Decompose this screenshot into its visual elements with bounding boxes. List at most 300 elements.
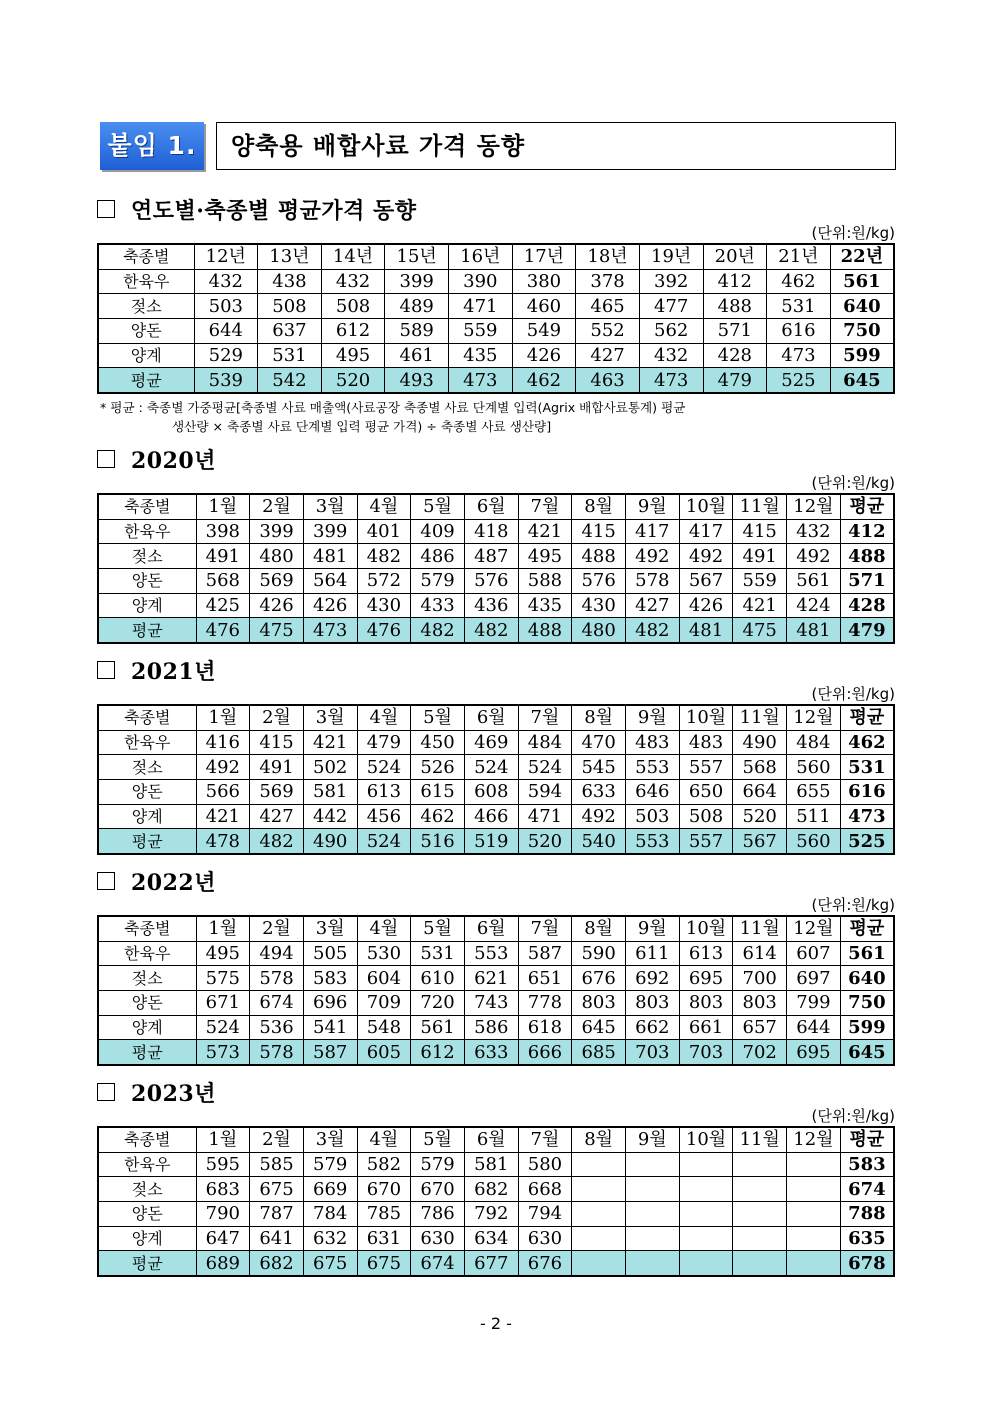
table-cell: 650 xyxy=(679,780,733,805)
table-cell: 545 xyxy=(572,755,626,780)
table-cell: 588 xyxy=(518,569,572,594)
table-cell: 611 xyxy=(626,941,680,966)
table-cell: 566 xyxy=(196,780,250,805)
table-cell: 471 xyxy=(449,294,513,319)
header-cell: 1월 xyxy=(196,494,250,519)
table-cell: 743 xyxy=(464,991,518,1016)
table-cell: 605 xyxy=(357,1040,411,1065)
table-cell: 524 xyxy=(518,755,572,780)
table-row xyxy=(98,991,894,1016)
table-cell: 531 xyxy=(411,941,465,966)
row-label: 젖소 xyxy=(98,544,196,569)
table-cell: 469 xyxy=(464,730,518,755)
table-cell: 616 xyxy=(840,780,894,805)
table-cell xyxy=(572,1226,626,1251)
checkbox-icon xyxy=(97,200,115,218)
table-cell: 490 xyxy=(303,829,357,854)
table-cell: 524 xyxy=(464,755,518,780)
table-row xyxy=(98,1152,894,1177)
table-cell: 531 xyxy=(840,755,894,780)
table-cell: 481 xyxy=(787,618,841,643)
table-cell: 590 xyxy=(572,941,626,966)
header-cell-label: 축종별 xyxy=(98,244,194,269)
header-cell-label: 축종별 xyxy=(98,916,196,941)
checkbox-icon xyxy=(97,872,115,890)
header-cell: 12년 xyxy=(194,244,258,269)
unit-label: (단위:원/kg) xyxy=(811,474,895,492)
table-cell: 415 xyxy=(733,519,787,544)
row-label: 양돈 xyxy=(98,569,196,594)
row-label: 양계 xyxy=(98,1015,196,1040)
table-cell: 640 xyxy=(830,294,894,319)
table-cell xyxy=(572,1202,626,1227)
table-cell: 465 xyxy=(576,294,640,319)
table-cell: 475 xyxy=(250,618,304,643)
table-cell: 505 xyxy=(303,941,357,966)
table-cell xyxy=(679,1226,733,1251)
table-cell: 435 xyxy=(449,343,513,368)
row-label: 젖소 xyxy=(98,1177,196,1202)
table-cell: 689 xyxy=(196,1251,250,1276)
header-cell: 9월 xyxy=(626,916,680,941)
section-2020 xyxy=(97,446,897,644)
table-cell: 450 xyxy=(411,730,465,755)
table-cell: 415 xyxy=(250,730,304,755)
header-cell: 2월 xyxy=(250,916,304,941)
table-cell: 682 xyxy=(464,1177,518,1202)
checkbox-icon xyxy=(97,450,115,468)
table-cell: 657 xyxy=(733,1015,787,1040)
table-cell: 489 xyxy=(385,294,449,319)
table-cell: 585 xyxy=(250,1152,304,1177)
table-cell: 557 xyxy=(679,755,733,780)
header-cell: 6월 xyxy=(464,705,518,730)
table-cell: 520 xyxy=(321,368,385,393)
table-cell: 703 xyxy=(679,1040,733,1065)
header-cell: 21년 xyxy=(767,244,831,269)
table-cell: 502 xyxy=(303,755,357,780)
table-cell: 670 xyxy=(357,1177,411,1202)
section-2021 xyxy=(97,657,897,855)
table-cell: 462 xyxy=(411,804,465,829)
table-cell: 662 xyxy=(626,1015,680,1040)
table-cell xyxy=(733,1152,787,1177)
table-cell: 583 xyxy=(840,1152,894,1177)
table-cell: 492 xyxy=(787,544,841,569)
table-cell: 567 xyxy=(679,569,733,594)
table-cell: 378 xyxy=(576,269,640,294)
table-cell: 524 xyxy=(357,755,411,780)
table-cell: 803 xyxy=(572,991,626,1016)
table-cell: 595 xyxy=(196,1152,250,1177)
price-table xyxy=(97,243,895,394)
header-cell: 12월 xyxy=(787,705,841,730)
table-cell xyxy=(733,1226,787,1251)
table-cell: 508 xyxy=(321,294,385,319)
table-cell: 519 xyxy=(464,829,518,854)
table-row xyxy=(98,1040,894,1065)
table-cell: 575 xyxy=(196,966,250,991)
table-cell: 552 xyxy=(576,319,640,344)
table-cell: 426 xyxy=(679,593,733,618)
table-cell: 482 xyxy=(464,618,518,643)
row-label: 평균 xyxy=(98,829,196,854)
header-cell: 9월 xyxy=(626,494,680,519)
table-cell: 462 xyxy=(840,730,894,755)
table-row xyxy=(98,966,894,991)
table-cell: 671 xyxy=(196,991,250,1016)
table-cell: 425 xyxy=(196,593,250,618)
table-cell: 531 xyxy=(767,294,831,319)
table-cell: 421 xyxy=(733,593,787,618)
table-row xyxy=(98,1226,894,1251)
row-label: 양돈 xyxy=(98,1202,196,1227)
header-cell: 12월 xyxy=(787,1127,841,1152)
table-cell: 417 xyxy=(626,519,680,544)
header-cell: 22년 xyxy=(830,244,894,269)
table-cell: 664 xyxy=(733,780,787,805)
table-cell: 562 xyxy=(639,319,703,344)
table-cell: 557 xyxy=(679,829,733,854)
table-cell: 567 xyxy=(733,829,787,854)
price-table xyxy=(97,1126,895,1277)
header-cell: 6월 xyxy=(464,1127,518,1152)
row-label: 양계 xyxy=(98,804,196,829)
table-cell xyxy=(626,1251,680,1276)
row-label: 젖소 xyxy=(98,755,196,780)
table-cell: 529 xyxy=(194,343,258,368)
table-cell: 412 xyxy=(840,519,894,544)
table-cell: 427 xyxy=(576,343,640,368)
table-cell: 787 xyxy=(250,1202,304,1227)
table-cell: 421 xyxy=(196,804,250,829)
title-row xyxy=(100,122,898,172)
table-cell: 491 xyxy=(250,755,304,780)
table-cell: 645 xyxy=(840,1040,894,1065)
table-cell: 481 xyxy=(303,544,357,569)
table-cell: 482 xyxy=(411,618,465,643)
header-cell: 10월 xyxy=(679,1127,733,1152)
table-cell: 634 xyxy=(464,1226,518,1251)
table-cell: 488 xyxy=(703,294,767,319)
row-label: 평균 xyxy=(98,368,194,393)
table-cell: 524 xyxy=(196,1015,250,1040)
header-cell: 18년 xyxy=(576,244,640,269)
table-cell: 412 xyxy=(703,269,767,294)
table-cell: 578 xyxy=(250,966,304,991)
header-cell: 3월 xyxy=(303,705,357,730)
table-cell: 614 xyxy=(733,941,787,966)
table-row xyxy=(98,755,894,780)
table-cell: 697 xyxy=(787,966,841,991)
header-cell: 11월 xyxy=(733,705,787,730)
table-cell: 525 xyxy=(767,368,831,393)
table-cell xyxy=(679,1251,733,1276)
section-heading xyxy=(97,196,897,222)
table-cell: 668 xyxy=(518,1177,572,1202)
header-cell: 12월 xyxy=(787,916,841,941)
header-cell: 4월 xyxy=(357,1127,411,1152)
table-cell: 494 xyxy=(250,941,304,966)
table-cell: 548 xyxy=(357,1015,411,1040)
table-cell: 675 xyxy=(357,1251,411,1276)
table-cell: 399 xyxy=(250,519,304,544)
header-cell: 8월 xyxy=(572,916,626,941)
table-cell: 495 xyxy=(321,343,385,368)
table-cell: 612 xyxy=(411,1040,465,1065)
row-label: 한육우 xyxy=(98,269,194,294)
table-cell xyxy=(787,1152,841,1177)
table-cell: 640 xyxy=(840,966,894,991)
header-cell: 10월 xyxy=(679,494,733,519)
row-label: 젖소 xyxy=(98,966,196,991)
table-cell: 470 xyxy=(572,730,626,755)
table-cell: 421 xyxy=(303,730,357,755)
table-cell: 426 xyxy=(250,593,304,618)
table-row xyxy=(98,1177,894,1202)
section-heading xyxy=(97,868,897,894)
table-cell: 427 xyxy=(250,804,304,829)
table-cell: 503 xyxy=(194,294,258,319)
table-row xyxy=(98,569,894,594)
table-cell xyxy=(787,1177,841,1202)
table-cell: 559 xyxy=(449,319,513,344)
header-cell: 13년 xyxy=(258,244,322,269)
table-cell: 676 xyxy=(572,966,626,991)
table-cell: 495 xyxy=(196,941,250,966)
table-cell: 669 xyxy=(303,1177,357,1202)
attachment-badge: 붙임 1. xyxy=(100,122,204,170)
table-cell: 633 xyxy=(572,780,626,805)
table-cell: 436 xyxy=(464,593,518,618)
table-cell: 785 xyxy=(357,1202,411,1227)
header-cell: 평균 xyxy=(840,705,894,730)
table-cell: 438 xyxy=(258,269,322,294)
table-cell: 531 xyxy=(258,343,322,368)
table-cell: 553 xyxy=(626,755,680,780)
table-cell: 475 xyxy=(733,618,787,643)
table-cell: 613 xyxy=(679,941,733,966)
section-yearly xyxy=(97,196,897,394)
table-cell: 495 xyxy=(518,544,572,569)
header-cell: 6월 xyxy=(464,916,518,941)
table-cell: 784 xyxy=(303,1202,357,1227)
table-cell xyxy=(572,1251,626,1276)
header-cell: 3월 xyxy=(303,916,357,941)
section-heading xyxy=(97,1079,897,1105)
table-cell: 482 xyxy=(626,618,680,643)
table-cell: 426 xyxy=(512,343,576,368)
row-label: 한육우 xyxy=(98,1152,196,1177)
table-cell: 480 xyxy=(250,544,304,569)
table-cell: 709 xyxy=(357,991,411,1016)
table-header-row xyxy=(98,705,894,730)
table-cell: 803 xyxy=(626,991,680,1016)
header-cell: 16년 xyxy=(449,244,513,269)
table-cell: 398 xyxy=(196,519,250,544)
table-cell: 473 xyxy=(840,804,894,829)
table-cell: 418 xyxy=(464,519,518,544)
table-cell: 587 xyxy=(303,1040,357,1065)
table-cell: 491 xyxy=(733,544,787,569)
table-cell xyxy=(626,1226,680,1251)
table-row xyxy=(98,1251,894,1276)
table-cell: 486 xyxy=(411,544,465,569)
header-cell: 1월 xyxy=(196,916,250,941)
table-cell: 670 xyxy=(411,1177,465,1202)
header-cell: 8월 xyxy=(572,494,626,519)
table-cell xyxy=(787,1251,841,1276)
header-cell: 4월 xyxy=(357,705,411,730)
table-row xyxy=(98,343,894,368)
row-label: 양돈 xyxy=(98,780,196,805)
unit-label: (단위:원/kg) xyxy=(811,224,895,242)
table-cell: 415 xyxy=(572,519,626,544)
table-cell: 462 xyxy=(512,368,576,393)
row-label: 양계 xyxy=(98,593,196,618)
table-cell: 661 xyxy=(679,1015,733,1040)
table-cell: 608 xyxy=(464,780,518,805)
table-cell: 471 xyxy=(518,804,572,829)
price-table xyxy=(97,493,895,644)
table-cell: 487 xyxy=(464,544,518,569)
table-row xyxy=(98,941,894,966)
table-cell: 621 xyxy=(464,966,518,991)
table-cell: 432 xyxy=(787,519,841,544)
table-cell: 695 xyxy=(787,1040,841,1065)
header-cell: 2월 xyxy=(250,705,304,730)
header-cell: 7월 xyxy=(518,494,572,519)
table-cell: 578 xyxy=(626,569,680,594)
table-cell: 481 xyxy=(679,618,733,643)
table-cell: 571 xyxy=(703,319,767,344)
header-cell: 1월 xyxy=(196,1127,250,1152)
table-cell: 589 xyxy=(385,319,449,344)
table-cell: 569 xyxy=(250,569,304,594)
table-cell: 476 xyxy=(357,618,411,643)
table-cell xyxy=(733,1202,787,1227)
table-cell: 461 xyxy=(385,343,449,368)
row-label: 양돈 xyxy=(98,991,196,1016)
row-label: 한육우 xyxy=(98,730,196,755)
table-cell: 442 xyxy=(303,804,357,829)
table-cell: 561 xyxy=(787,569,841,594)
table-cell: 632 xyxy=(303,1226,357,1251)
header-cell: 평균 xyxy=(840,1127,894,1152)
header-cell: 평균 xyxy=(840,916,894,941)
table-cell: 610 xyxy=(411,966,465,991)
table-cell: 644 xyxy=(194,319,258,344)
table-cell: 599 xyxy=(830,343,894,368)
table-cell: 508 xyxy=(258,294,322,319)
table-row xyxy=(98,730,894,755)
table-cell: 676 xyxy=(518,1251,572,1276)
table-cell: 484 xyxy=(518,730,572,755)
table-cell: 493 xyxy=(385,368,449,393)
table-cell: 677 xyxy=(464,1251,518,1276)
table-cell: 492 xyxy=(679,544,733,569)
table-cell: 678 xyxy=(840,1251,894,1276)
table-cell: 794 xyxy=(518,1202,572,1227)
table-cell: 579 xyxy=(411,569,465,594)
table-cell xyxy=(626,1152,680,1177)
header-cell: 2월 xyxy=(250,1127,304,1152)
table-cell: 564 xyxy=(303,569,357,594)
table-cell: 692 xyxy=(626,966,680,991)
table-cell xyxy=(572,1177,626,1202)
table-cell: 530 xyxy=(357,941,411,966)
header-cell: 19년 xyxy=(639,244,703,269)
table-cell xyxy=(787,1226,841,1251)
table-cell: 696 xyxy=(303,991,357,1016)
table-cell: 549 xyxy=(512,319,576,344)
header-cell: 17년 xyxy=(512,244,576,269)
table-cell: 580 xyxy=(518,1152,572,1177)
table-cell: 651 xyxy=(518,966,572,991)
table-cell: 695 xyxy=(679,966,733,991)
table-header-row xyxy=(98,494,894,519)
table-cell: 483 xyxy=(679,730,733,755)
table-cell: 553 xyxy=(464,941,518,966)
table-cell: 579 xyxy=(411,1152,465,1177)
table-cell: 682 xyxy=(250,1251,304,1276)
table-row xyxy=(98,804,894,829)
table-cell: 492 xyxy=(626,544,680,569)
table-cell: 582 xyxy=(357,1152,411,1177)
table-cell: 604 xyxy=(357,966,411,991)
table-cell: 490 xyxy=(733,730,787,755)
table-header-row xyxy=(98,916,894,941)
table-cell: 488 xyxy=(572,544,626,569)
table-cell: 576 xyxy=(464,569,518,594)
header-cell: 8월 xyxy=(572,1127,626,1152)
table-cell: 526 xyxy=(411,755,465,780)
table-cell: 553 xyxy=(626,829,680,854)
header-cell: 7월 xyxy=(518,705,572,730)
table-row xyxy=(98,1202,894,1227)
table-cell: 569 xyxy=(250,780,304,805)
table-cell: 435 xyxy=(518,593,572,618)
table-cell: 482 xyxy=(250,829,304,854)
table-cell: 480 xyxy=(572,618,626,643)
table-cell: 683 xyxy=(196,1177,250,1202)
table-cell: 424 xyxy=(787,593,841,618)
table-cell: 618 xyxy=(518,1015,572,1040)
table-cell: 579 xyxy=(303,1152,357,1177)
table-cell: 674 xyxy=(840,1177,894,1202)
section-title: 2021년 xyxy=(131,658,216,685)
table-cell: 561 xyxy=(830,269,894,294)
table-cell: 432 xyxy=(194,269,258,294)
table-cell: 477 xyxy=(639,294,703,319)
table-cell xyxy=(626,1202,680,1227)
table-row xyxy=(98,269,894,294)
header-cell: 11월 xyxy=(733,494,787,519)
table-cell: 615 xyxy=(411,780,465,805)
row-label: 젖소 xyxy=(98,294,194,319)
table-cell: 803 xyxy=(679,991,733,1016)
table-row xyxy=(98,544,894,569)
checkbox-icon xyxy=(97,661,115,679)
row-label: 한육우 xyxy=(98,519,196,544)
table-cell: 792 xyxy=(464,1202,518,1227)
table-cell: 421 xyxy=(518,519,572,544)
header-cell-label: 축종별 xyxy=(98,705,196,730)
table-cell: 641 xyxy=(250,1226,304,1251)
table-cell: 479 xyxy=(840,618,894,643)
table-cell: 478 xyxy=(196,829,250,854)
table-cell: 646 xyxy=(626,780,680,805)
